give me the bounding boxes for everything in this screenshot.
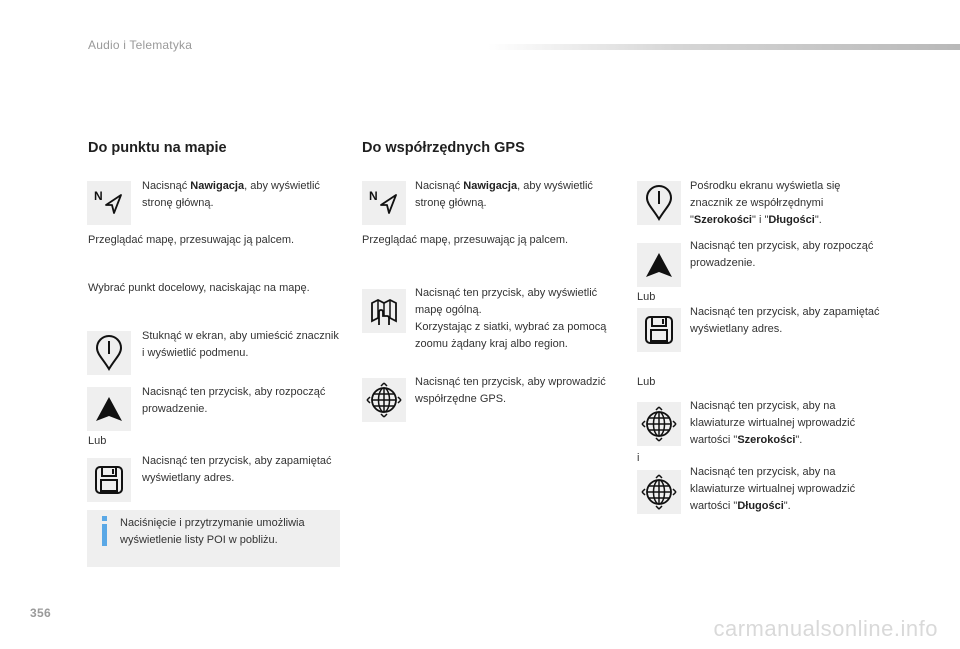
step-text: ". [795,434,803,446]
step-map-overview [415,285,620,353]
svg-text:N: N [369,189,378,203]
page-number: 356 [30,606,51,620]
step-text: , aby wyświetlić stronę główną. [142,180,320,209]
step-text: Nacisnąć [415,180,464,192]
step-enter-gps: Nacisnąć ten przycisk, aby wprowadzić współrzędne GPS. [415,376,606,405]
save-icon[interactable] [637,308,681,352]
or-label: Lub [88,435,107,447]
svg-text:N: N [94,189,103,203]
watermark: carmanualsonline.info [713,616,938,641]
step-text: ". [783,500,791,512]
step-bold: Nawigacja [463,180,518,192]
step-text: Nacisnąć ten przycisk, aby na klawiaturze wirtualnej wprowadzić wartości " [690,400,856,446]
step-open-navigation [142,178,347,212]
step-save-address: Nacisnąć ten przycisk, aby zapamiętać wyświetlany adres. [690,306,880,335]
step-bold: Szerokości [737,434,796,446]
section-heading-map-point: Do punktu na mapie [88,140,227,156]
step-text: Nacisnąć ten przycisk, aby na klawiaturze wirtualnej wprowadzić wartości " [690,466,856,512]
step-enter-latitude [690,398,885,449]
step-text: Nacisnąć ten przycisk, aby wyświetlić mapę ogólną. [415,287,598,316]
step-bold: Nawigacja [190,180,245,192]
map-pin-icon[interactable] [637,181,681,225]
longitude-globe-icon[interactable] [637,470,681,514]
step-text: " i " [752,214,769,226]
step-enter-longitude [690,464,885,515]
step-start-navigation: Nacisnąć ten przycisk, aby rozpocząć prowadzenie. [690,240,874,269]
start-navigation-icon[interactable] [637,243,681,287]
start-navigation-icon[interactable] [87,387,131,431]
step-place-marker: Stuknąć w ekran, aby umieścić znacznik i wyświetlić podmenu. [142,330,339,359]
and-label: i [637,452,640,464]
section-heading-gps: Do współrzędnych GPS [362,140,525,156]
info-icon [101,516,108,546]
map-pin-icon[interactable] [87,331,131,375]
step-text: Korzystając z siatki, wybrać za pomocą zoomu żądany kraj albo region. [415,321,607,350]
step-browse-map: Przeglądać mapę, przesuwając ją palcem. [88,234,295,246]
navigation-icon[interactable] [362,181,406,225]
step-text: , aby wyświetlić stronę główną. [415,180,593,209]
step-save-address: Nacisnąć ten przycisk, aby zapamiętać wyświetlany adres. [142,455,332,484]
header-rule [488,44,960,50]
step-open-navigation [415,178,620,212]
step-bold: Długości [737,500,784,512]
map-overview-icon[interactable] [362,289,406,333]
gps-globe-icon[interactable] [362,378,406,422]
step-text: ". [814,214,822,226]
info-note-text: Naciśnięcie i przytrzymanie umożliwia wyświetlenie listy POI w pobliżu. [120,517,305,546]
navigation-icon[interactable] [87,181,131,225]
step-bold: Długości [768,214,815,226]
page-header-title: Audio i Telematyka [88,38,193,52]
or-label: Lub [637,291,656,303]
step-text: Nacisnąć [142,180,191,192]
step-text: Pośrodku ekranu wyświetla się znacznik ze współrzędnymi " [690,180,841,226]
step-browse-map: Przeglądać mapę, przesuwając ją palcem. [362,234,569,246]
step-select-destination: Wybrać punkt docelowy, naciskając na mapę. [88,282,310,294]
save-icon[interactable] [87,458,131,502]
latitude-globe-icon[interactable] [637,402,681,446]
step-marker-coordinates [690,178,885,229]
step-start-navigation: Nacisnąć ten przycisk, aby rozpocząć prowadzenie. [142,386,326,415]
step-bold: Szerokości [693,214,752,226]
or-label: Lub [637,376,656,388]
